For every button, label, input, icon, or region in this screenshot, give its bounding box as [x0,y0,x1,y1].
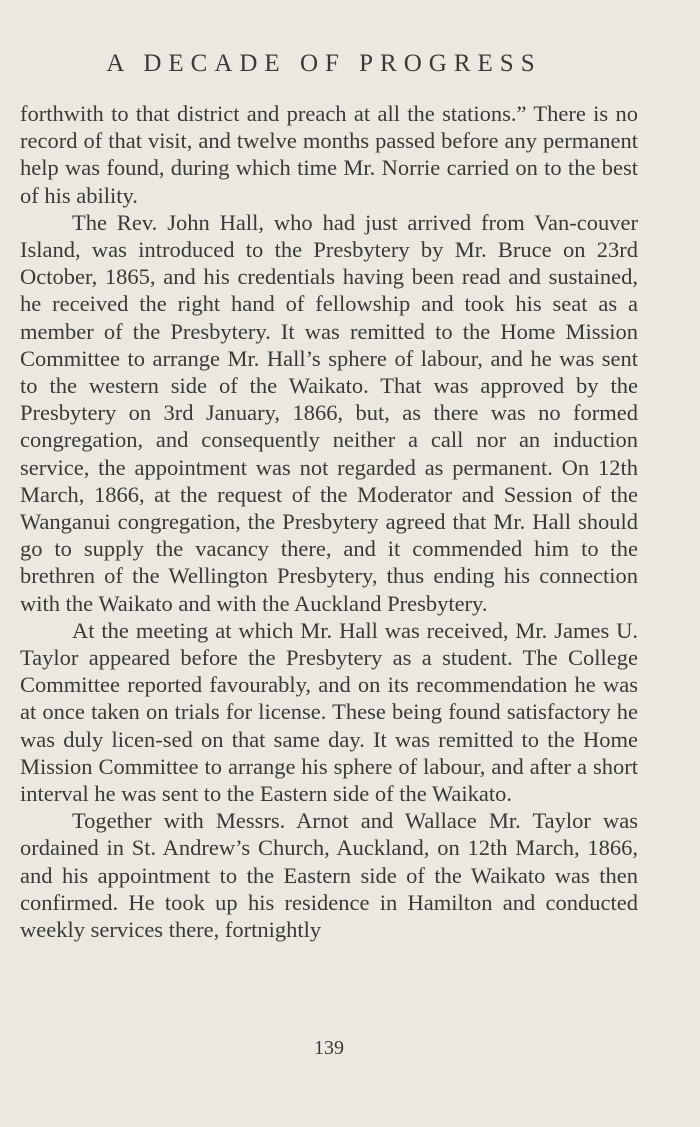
paragraph-continuation: forthwith to that district and preach at all the stations.” There is no record of that visit, and twelve months passed before any permanent help was found, during which time Mr. Norrie carried on to the best of his ability. [20,101,638,208]
running-head: A DECADE OF PROGRESS [106,50,542,77]
body-text [20,100,638,943]
paragraph-john-hall: The Rev. John Hall, who had just arrived from Van-couver Island, was introduced to the Presbytery by Mr. Bruce on 23rd October, 1865, and his credentials having been read and sustained, he received the right hand of fellowship and took his seat as a member of the Presbytery. It was remitted to the Home Mission Committee to arrange Mr. Hall’s sphere of labour, and he was sent to the western side of the Waikato. That was approved by the Presbytery on 3rd January, 1866, but, as there was no formed congregation, and consequently neither a call nor an induction service, the appointment was not regarded as permanent. On 12th March, 1866, at the request of the Moderator and Session of the Wanganui congregation, the Presbytery agreed that Mr. Hall should go to supply the vacancy there, and it commended him to the brethren of the Wellington Presbytery, thus ending his connection with the Waikato and with the Auckland Presbytery. [20,209,638,616]
paragraph-ordination: Together with Messrs. Arnot and Wallace Mr. Taylor was ordained in St. Andrew’s Church, Auckland, on 12th March, 1866, and his appointment to the Eastern side of the Waikato was then confirmed. He took up his residence in Hamilton and conducted weekly services there, fortnightly [20,808,638,943]
page-number: 139 [314,1037,344,1059]
paragraph-james-taylor: At the meeting at which Mr. Hall was received, Mr. James U. Taylor appeared before the Presbytery as a student. The College Committee reported favourably, and on its recommendation he was at once taken on trials for license. These being found satisfactory he was duly licen-sed on that same day. It was remitted to the Home Mission Committee to arrange his sphere of labour, and after a short interval he was sent to the Eastern side of the Waikato. [20,617,638,807]
